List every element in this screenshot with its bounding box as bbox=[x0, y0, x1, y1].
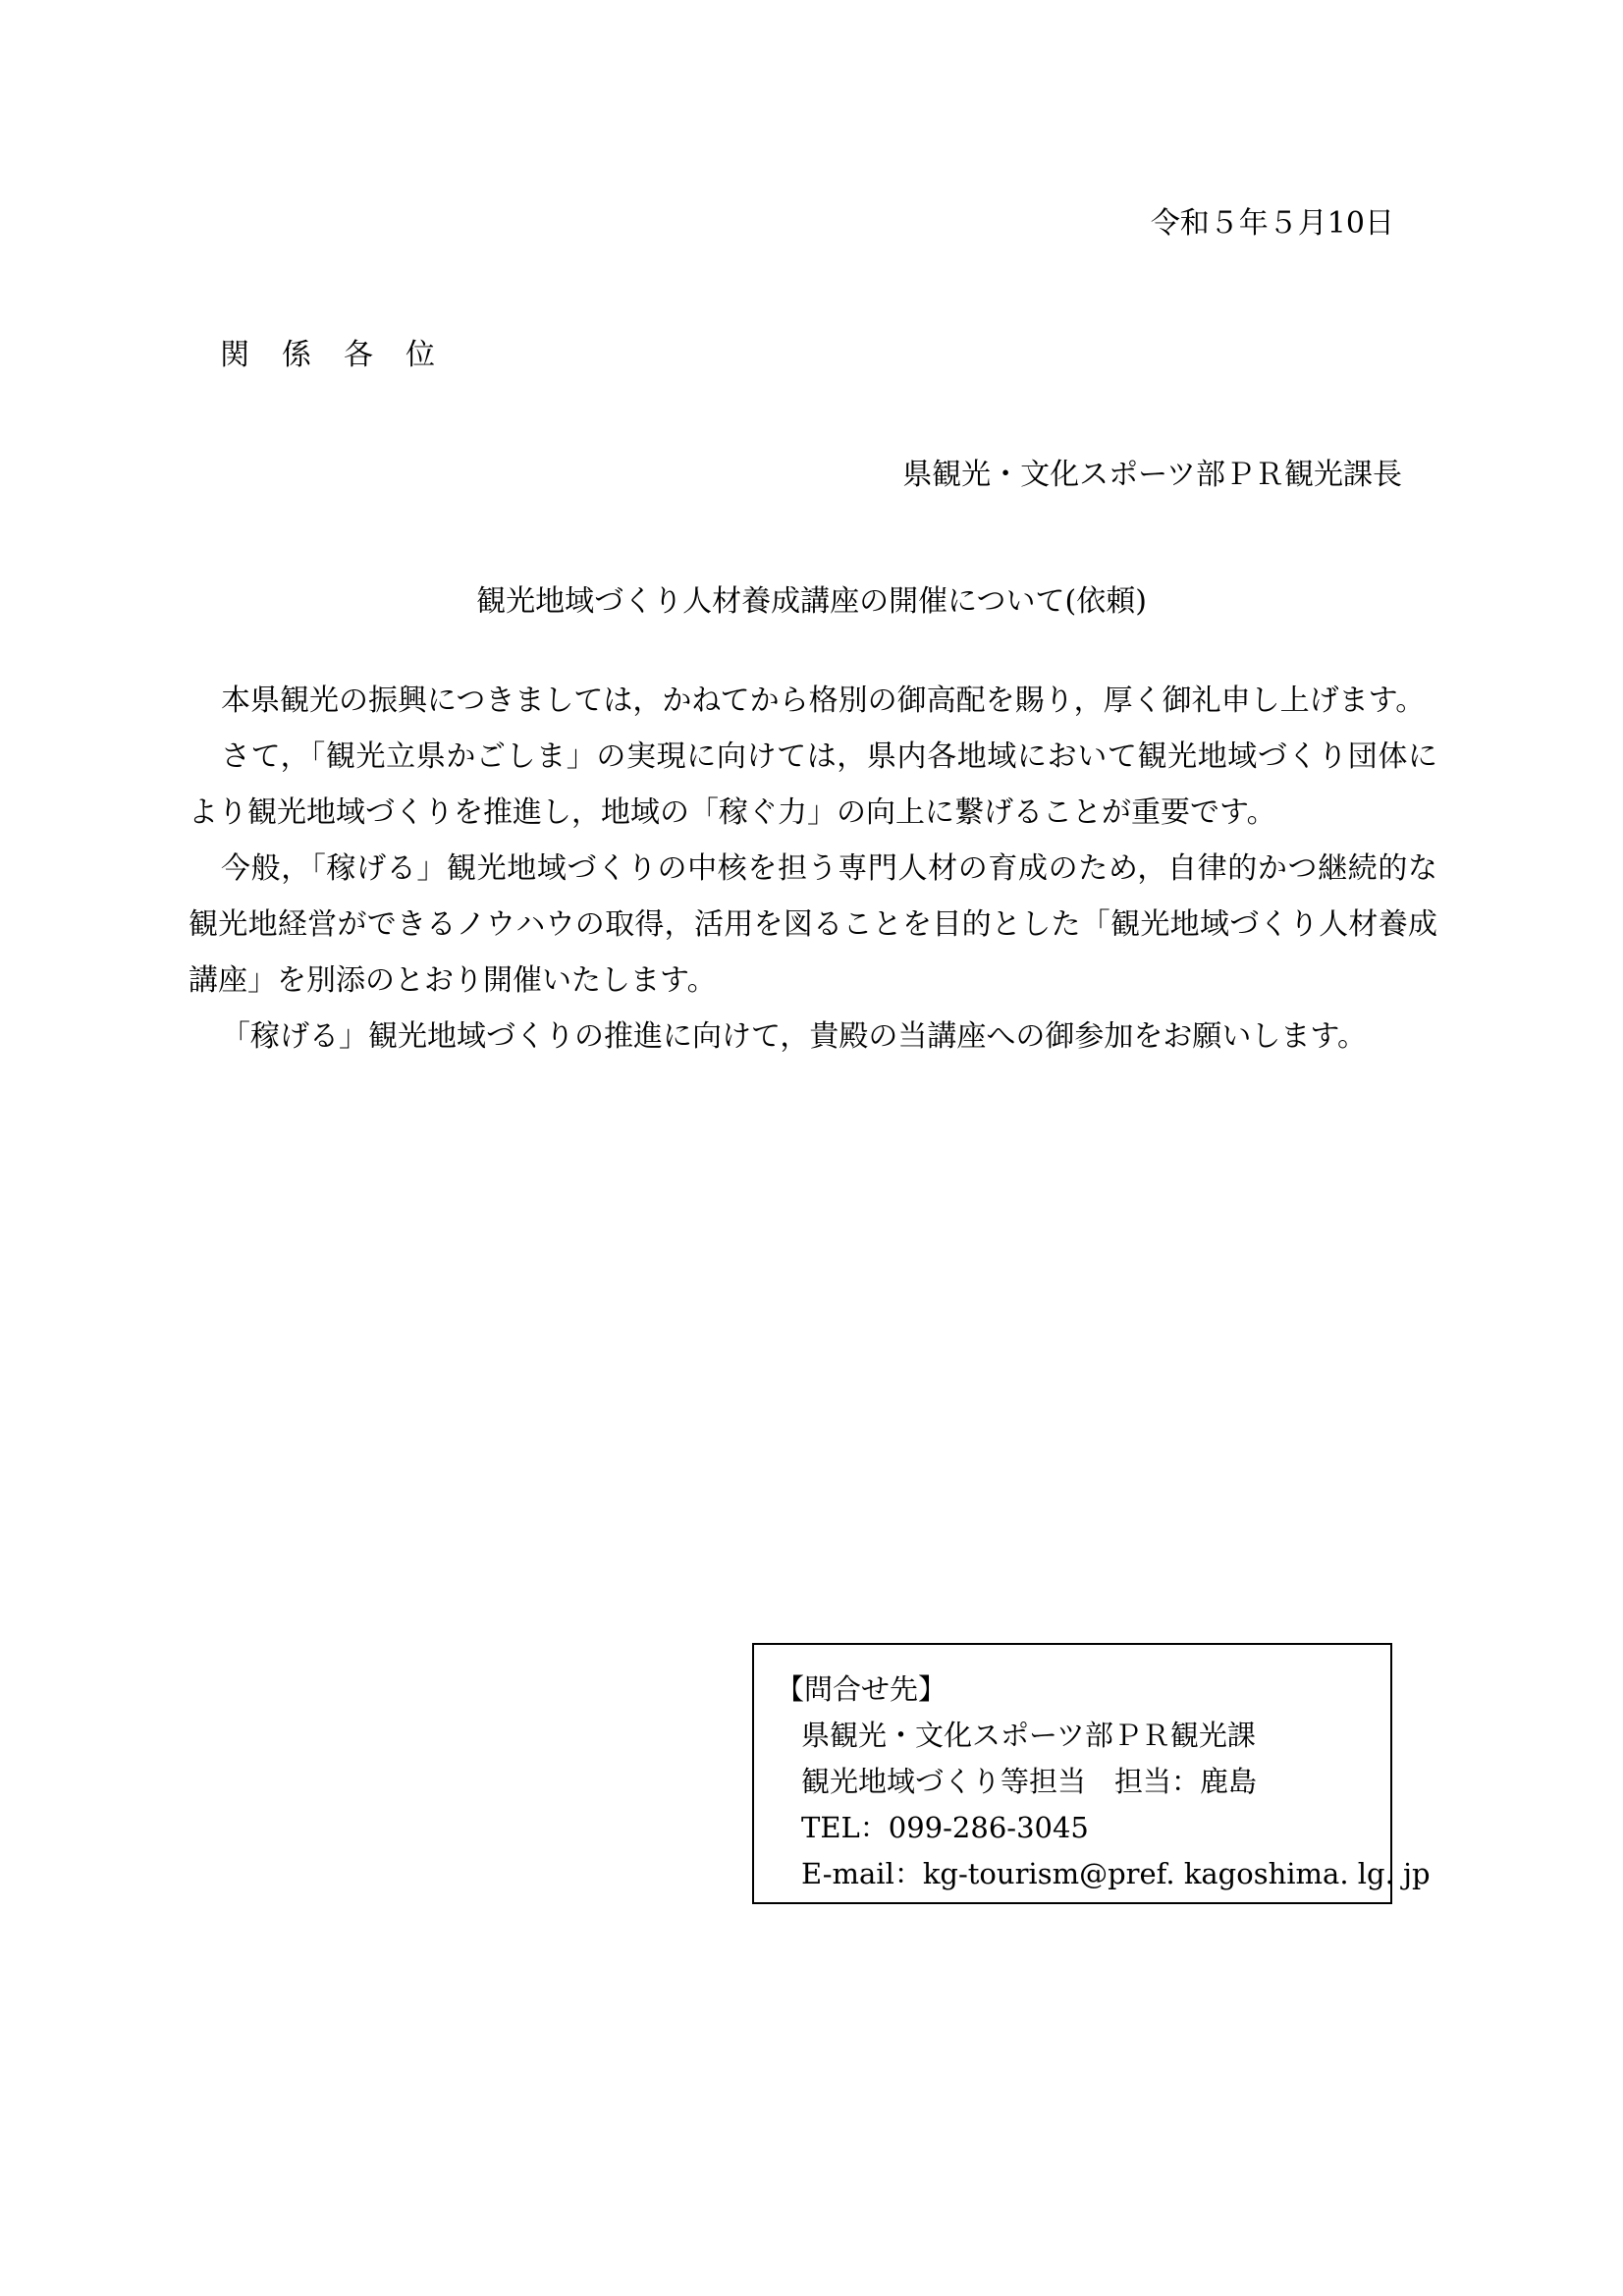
letter-date: 令和５年５月10日 bbox=[1150, 206, 1394, 241]
body-paragraph: さて，「観光立県かごしま」の実現に向けては，県内各地域において観光地域づくり団体により観光地域づくりを推進し，地域の「稼ぐ力」の向上に繋げることが重要です。 bbox=[189, 739, 1437, 830]
body-paragraph: 「稼げる」観光地域づくりの推進に向けて，貴殿の当講座への御参加をお願いします。 bbox=[221, 1019, 1367, 1054]
body-paragraph: 今般，「稼げる」観光地域づくりの中核を担う専門人材の育成のため，自律的かつ継続的な観光地経営ができるノウハウの取得，活用を図ることを目的とした「観光地域づくり人材養成講座」を別添のとおり開催いたします。 bbox=[189, 851, 1437, 998]
letter-title: 観光地域づくり人材養成講座の開催について(依頼) bbox=[476, 584, 1147, 619]
letter-body bbox=[189, 673, 1437, 1065]
body-paragraph: 本県観光の振興につきましては，かねてから格別の御高配を賜り，厚く御礼申し上げます。 bbox=[221, 683, 1426, 718]
contact-department: 県観光・文化スポーツ部ＰＲ観光課 bbox=[801, 1719, 1256, 1752]
contact-person: 観光地域づくり等担当 担当：鹿島 bbox=[801, 1765, 1258, 1798]
contact-tel: TEL：099-286-3045 bbox=[801, 1811, 1089, 1844]
contact-heading: 【問合せ先】 bbox=[776, 1672, 947, 1706]
contact-box bbox=[752, 1643, 1431, 1904]
letter-sender: 県観光・文化スポーツ部ＰＲ観光課長 bbox=[902, 458, 1402, 492]
contact-email: E-mail：kg-tourism@pref. kagoshima. lg. jp bbox=[801, 1857, 1431, 1890]
letter-recipient: 関係各位 bbox=[220, 338, 467, 372]
